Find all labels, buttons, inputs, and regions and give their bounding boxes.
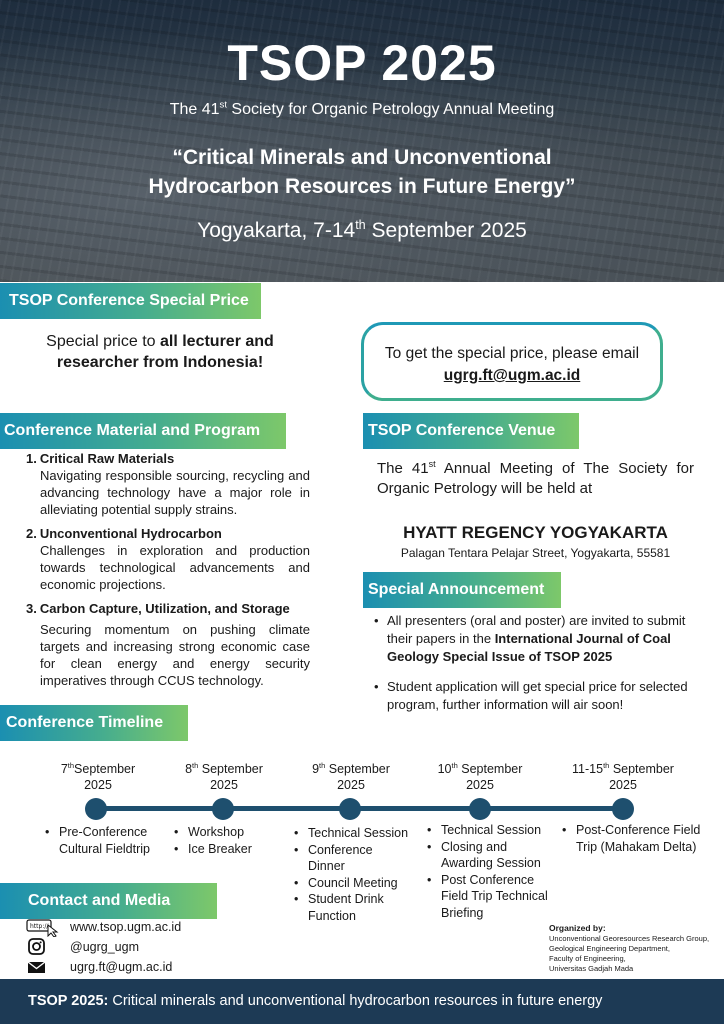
contact-instagram[interactable]: @ugrg_ugm <box>70 940 139 954</box>
timeline-date: 11-15th September 2025 <box>572 760 674 792</box>
timeline-dot <box>469 798 491 820</box>
program-item: 3. Carbon Capture, Utilization, and Storage Securing momentum on pushing climate targets and increasing strong economic case for clean energy and energy security imperatives through CCUS technology. <box>26 601 310 688</box>
venue-description: The 41st Annual Meeting of The Society for Organic Petrology will be held at <box>377 459 694 497</box>
timeline-date: 8th September 2025 <box>185 760 263 792</box>
svg-text:http://: http:// <box>30 923 49 930</box>
contact-instagram-row[interactable] <box>26 937 181 957</box>
timeline-activity: • Conference Dinner <box>294 842 412 875</box>
section-header-contact: Contact and Media <box>0 883 217 919</box>
special-price-email-link[interactable]: ugrg.ft@ugm.ac.id <box>443 367 581 384</box>
timeline-activities <box>174 824 284 857</box>
timeline-activity: • Council Meeting <box>294 875 412 892</box>
timeline-activities <box>562 822 702 855</box>
timeline-activities <box>294 825 412 924</box>
timeline-dot <box>612 798 634 820</box>
event-subtitle: The 41st Society for Organic Petrology Annual Meeting <box>169 99 555 118</box>
timeline-activity: • Post-Conference Field Trip (Mahakam Delta) <box>562 822 702 855</box>
timeline-activity: • Pre-Conference Cultural Fieldtrip <box>45 824 165 857</box>
special-price-email-box <box>361 322 663 401</box>
event-location-date: Yogyakarta, 7-14th September 2025 <box>197 218 527 242</box>
timeline-date: 10th September 2025 <box>437 760 523 792</box>
announcement-item: • All presenters (oral and poster) are invited to submit their papers in the International Journal of Coal Geology Special Issue of TSOP 2025 <box>374 612 694 666</box>
contact-email[interactable]: ugrg.ft@ugm.ac.id <box>70 960 173 974</box>
timeline-dot <box>212 798 234 820</box>
section-header-material: Conference Material and Program <box>0 413 286 449</box>
envelope-icon <box>26 957 60 977</box>
contact-website-row[interactable] <box>26 917 181 937</box>
timeline-activity: • Workshop <box>174 824 284 841</box>
timeline-activities <box>45 824 165 857</box>
contact-email-row[interactable] <box>26 957 181 977</box>
timeline-activity: • Post Conference Field Trip Technical Briefing <box>427 872 555 922</box>
organizer-block: Organized by: Unconventional Georesources Research Group, Geological Engineering Department, Faculty of Engineering, Universitas Gadjah Mada <box>549 923 710 973</box>
announcement-list <box>374 612 694 726</box>
timeline-date: 9th September 2025 <box>312 760 390 792</box>
timeline-activity: • Ice Breaker <box>174 841 284 858</box>
timeline-activity: • Closing and Awarding Session <box>427 839 555 872</box>
timeline-activity: • Student Drink Function <box>294 891 412 924</box>
timeline-activity: • Technical Session <box>294 825 412 842</box>
venue-name: HYATT REGENCY YOGYAKARTA <box>403 523 668 542</box>
timeline-activities <box>427 822 555 921</box>
contact-website[interactable]: www.tsop.ugm.ac.id <box>70 920 182 934</box>
announcement-item: • Student application will get special price for selected program, further information will air soon! <box>374 678 694 714</box>
section-header-special-price: TSOP Conference Special Price <box>0 283 261 319</box>
event-title: TSOP 2025 <box>227 35 497 91</box>
contact-list <box>26 917 181 977</box>
timeline-date: 7thSeptember 2025 <box>60 760 136 792</box>
email-prompt: To get the special price, please email <box>384 345 640 362</box>
program-item: 1. Critical Raw Materials Navigating responsible sourcing, recycling and advancing technology have a major role in alleviating potential supply strains. <box>26 451 310 517</box>
organizer-label: Organized by: <box>549 923 606 933</box>
instagram-icon <box>26 937 60 957</box>
section-header-timeline: Conference Timeline <box>0 705 188 741</box>
program-item: 2. Unconventional Hydrocarbon Challenges in exploration and production towards technological advancements and economic projections. <box>26 526 310 592</box>
section-header-announcement: Special Announcement <box>363 572 561 608</box>
event-theme: “Critical Minerals and Unconventional Hydrocarbon Resources in Future Energy” <box>148 146 576 198</box>
timeline-activity: • Technical Session <box>427 822 555 839</box>
web-cursor-icon <box>26 917 60 937</box>
program-list <box>26 450 310 696</box>
timeline-dot <box>85 798 107 820</box>
venue-address: Palagan Tentara Pelajar Street, Yogyakarta, 55581 <box>400 546 671 560</box>
hero-banner <box>0 0 724 282</box>
footer-banner: TSOP 2025: Critical minerals and unconventional hydrocarbon resources in future energy <box>0 979 724 1024</box>
special-price-text: Special price to all lecturer and researcher from Indonesia! <box>46 333 274 371</box>
timeline-dot <box>339 798 361 820</box>
section-header-venue: TSOP Conference Venue <box>363 413 579 449</box>
